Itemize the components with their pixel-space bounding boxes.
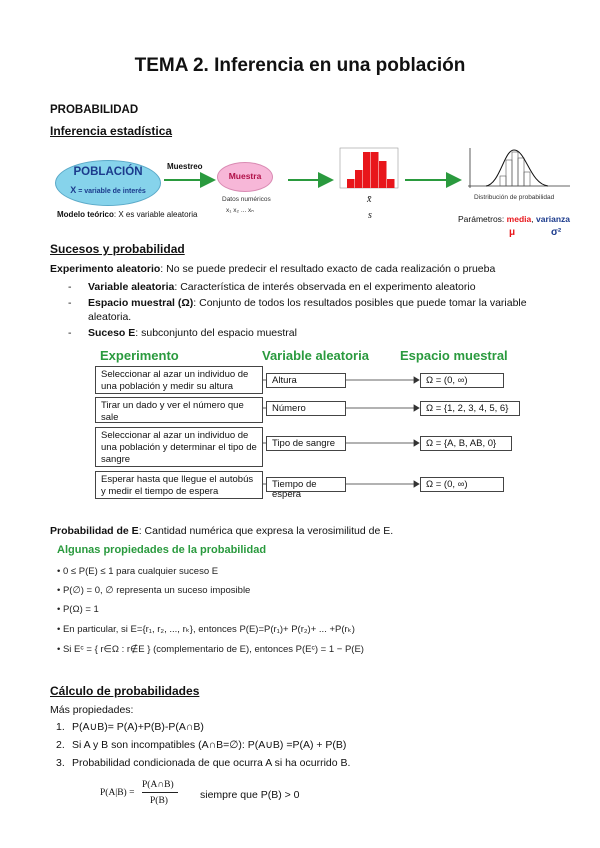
- heading-sucesos: Sucesos y probabilidad: [50, 242, 185, 256]
- mu-symbol: μ: [509, 227, 516, 238]
- propiedad-4: Si Eᶜ = { r∈Ω : r∉E } (complementario de E), entonces P(Eᶜ) = 1 − P(E): [62, 644, 364, 655]
- bullet-1-rest: : Conjunto de todos los resultados posibles que puede tomar la variable aleatoria.: [88, 297, 527, 323]
- calculo-item-3: [56, 756, 350, 770]
- propiedad-item: • P(Ω) = 1: [57, 604, 99, 615]
- media-label: media: [506, 214, 532, 224]
- bullet-2-rest: : subconjunto del espacio muestral: [135, 327, 297, 339]
- dist-bars: [500, 152, 530, 186]
- datos-sub: x₁ x₂ ... xₙ: [226, 207, 254, 214]
- table-row-0-espacio: Ω = (0, ∞): [420, 373, 504, 388]
- formula-numerator: P(A∩B): [142, 780, 174, 790]
- propiedades-title: Algunas propiedades de la probabilidad: [57, 544, 267, 556]
- varianza-label: varianza: [535, 214, 571, 224]
- table-row-0-variable: Altura: [266, 373, 346, 388]
- distribucion-label: Distribución de probabilidad: [474, 194, 555, 201]
- table-row-2-experimento: Seleccionar al azar un individuo de una población y determinar el tipo de sangre: [95, 427, 263, 467]
- parametros-row: Parámetros: media, varianza: [458, 214, 571, 224]
- heading-calculo: Cálculo de probabilidades: [50, 684, 200, 698]
- propiedad-1: P(∅) = 0, ∅ representa un suceso imposible: [62, 585, 251, 596]
- propiedad-0: 0 ≤ P(E) ≤ 1 para cualquier suceso E: [62, 566, 219, 577]
- propiedad-item: • En particular, si E={r₁, r₂, ..., rₖ}, entonces P(E)=P(r₁)+ P(r₂)+ ... +P(rₖ): [57, 624, 355, 635]
- modelo-bold: Modelo teórico: [57, 210, 114, 219]
- propiedad-item: • Si Eᶜ = { r∈Ω : r∉E } (complementario de E), entonces P(Eᶜ) = 1 − P(E): [57, 644, 364, 655]
- bullet-0-rest: : Característica de interés observada en el experimento aleatorio: [174, 281, 476, 293]
- formula-lhs: P(A|B) =: [100, 788, 135, 798]
- calculo-num-2: 2.: [56, 739, 65, 751]
- xbar-label: x̄: [367, 194, 372, 205]
- calculo-intro: Más propiedades:: [50, 704, 134, 716]
- page-title: TEMA 2. Inferencia en una población: [134, 55, 466, 76]
- bullet-espacio-muestral: - Espacio muestral (Ω): Conjunto de todos los resultados posibles que puede tomar la variable aleatoria.: [68, 297, 527, 323]
- col-variable: Variable aleatoria: [262, 348, 369, 363]
- table-row-1-experimento: Tirar un dado y ver el número que sale: [95, 397, 263, 423]
- experimento-aleatorio-line: [50, 262, 570, 276]
- table-row-3-espacio: Ω = (0, ∞): [420, 477, 504, 492]
- bullet-1-bold: Espacio muestral (Ω): [88, 297, 194, 309]
- parametros-label: Parámetros:: [458, 214, 505, 224]
- histogram-bar: [379, 161, 387, 188]
- calculo-text-3: Probabilidad condicionada de que ocurra A si ha ocurrido B.: [72, 757, 351, 769]
- dist-curve: [486, 150, 548, 186]
- section-heading-probabilidad: PROBABILIDAD: [50, 104, 139, 116]
- poblacion-sub-x: X: [70, 185, 77, 195]
- muestra-label: Muestra: [228, 171, 262, 181]
- bullet-variable-aleatoria: - Variable aleatoria: Característica de interés observada en el experimento aleatorio: [68, 281, 476, 293]
- table-row-1-variable: Número: [266, 401, 346, 416]
- bullet-2-bold: Suceso E: [88, 327, 136, 339]
- formula-bar: [142, 792, 178, 793]
- histogram-bar: [355, 170, 363, 188]
- calculo-text-1: P(A∪B)= P(A)+P(B)-P(A∩B): [72, 721, 204, 733]
- calculo-num-3: 3.: [56, 757, 65, 769]
- poblacion-label: POBLACIÓN: [73, 166, 143, 178]
- poblacion-sub-text: = variable de interés: [78, 188, 146, 195]
- sigma2-symbol: σ²: [551, 227, 562, 238]
- prob-e-bold: Probabilidad de E: [50, 525, 139, 537]
- datos-label: Datos numéricos: [222, 196, 271, 203]
- prob-e-rest: : Cantidad numérica que expresa la verosimilitud de E.: [138, 525, 394, 537]
- propiedad-item: • P(∅) = 0, ∅ representa un suceso imposible: [57, 585, 251, 596]
- histogram-bar: [363, 152, 371, 188]
- table-row-1-espacio: Ω = {1, 2, 3, 4, 5, 6}: [420, 401, 520, 416]
- col-experimento: Experimento: [100, 348, 179, 363]
- calculo-item-1: [56, 720, 204, 734]
- muestreo-label: Muestreo: [167, 162, 203, 171]
- histogram-bar: [347, 179, 355, 188]
- histogram-bar: [387, 179, 395, 188]
- propiedad-3: En particular, si E={r₁, r₂, ..., rₖ}, entonces P(E)=P(r₁)+ P(r₂)+ ... +P(rₖ): [62, 624, 355, 635]
- probabilidad-e-line: [50, 524, 570, 538]
- table-row-2-espacio: Ω = {A, B, AB, 0}: [420, 436, 512, 451]
- bullet-suceso-e: - Suceso E: subconjunto del espacio muestral: [68, 327, 297, 339]
- calculo-num-1: 1.: [56, 721, 65, 733]
- table-row-3-variable: Tiempo de espera: [266, 477, 346, 492]
- col-espacio: Espacio muestral: [400, 348, 508, 363]
- propiedad-2: P(Ω) = 1: [62, 604, 99, 615]
- table-row-0-experimento: Seleccionar al azar un individuo de una población y medir su altura: [95, 366, 263, 394]
- experimento-rest: : No se puede predecir el resultado exacto de cada realización o prueba: [160, 263, 496, 275]
- heading-inferencia: Inferencia estadística: [50, 124, 173, 138]
- table-row-2-variable: Tipo de sangre: [266, 436, 346, 451]
- calculo-text-2: Si A y B son incompatibles (A∩B=∅): P(A∪B) =P(A) + P(B): [72, 739, 347, 751]
- table-row-3-experimento: Esperar hasta que llegue el autobús y medir el tiempo de espera: [95, 471, 263, 499]
- calculo-item-2: [56, 738, 346, 752]
- histogram-bar: [371, 152, 379, 188]
- bullet-0-bold: Variable aleatoria: [88, 281, 175, 293]
- experimento-bold: Experimento aleatorio: [50, 263, 161, 275]
- propiedad-item: • 0 ≤ P(E) ≤ 1 para cualquier suceso E: [57, 566, 219, 577]
- s-label: s: [368, 210, 372, 221]
- formula-denominator: P(B): [150, 796, 168, 806]
- modelo-rest: : X es variable aleatoria: [113, 210, 198, 219]
- formula-condition: siempre que P(B) > 0: [200, 789, 300, 801]
